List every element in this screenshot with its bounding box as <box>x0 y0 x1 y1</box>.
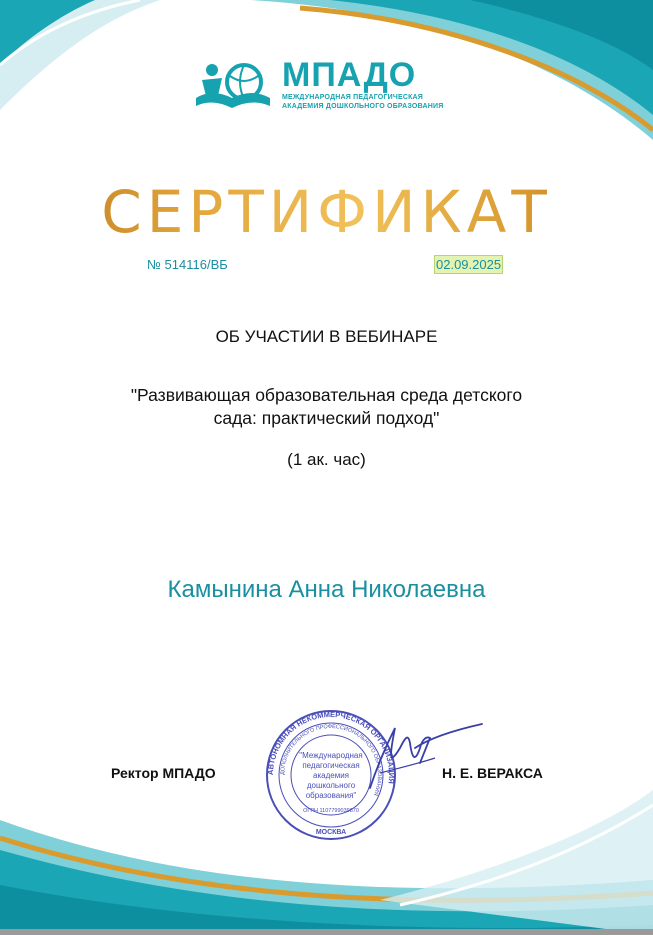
recipient-name: Камынина Анна Николаевна <box>167 576 486 603</box>
academic-hours: (1 ак. час) <box>287 450 366 469</box>
stamp-center-line3: академия <box>313 771 349 780</box>
stamp-center-line5: образования" <box>305 791 357 800</box>
logo-subtitle-line2: АКАДЕМИЯ ДОШКОЛЬНОГО ОБРАЗОВАНИЯ <box>282 103 444 110</box>
rector-position: Ректор МПАДО <box>111 765 216 781</box>
book-globe-icon <box>192 58 274 114</box>
webinar-topic-line1: "Развивающая образовательная среда детского <box>130 385 523 405</box>
certificate-title: СЕРТИФИКАТ <box>0 178 653 246</box>
certificate-number: № 514116/ВБ <box>147 257 228 272</box>
academy-logo <box>192 56 452 116</box>
stamp-city: МОСКВА <box>315 829 347 836</box>
stamp-ogrn: ОГРН 1107799039870 <box>303 808 359 814</box>
webinar-topic <box>80 384 573 430</box>
stamp-center-line2: педагогическая <box>302 761 360 770</box>
logo-subtitle-line1: МЕЖДУНАРОДНАЯ ПЕДАГОГИЧЕСКАЯ <box>282 94 424 101</box>
stamp-center-line1: "Международная <box>299 751 363 760</box>
certificate-date: 02.09.2025 <box>436 257 502 272</box>
certificate-subtitle: ОБ УЧАСТИИ В ВЕБИНАРЕ <box>215 327 438 346</box>
stamp-inner-ring: ДОПОЛНИТЕЛЬНОГО ПРОФЕССИОНАЛЬНОГО ОБРАЗОВАНИЯ <box>279 723 383 797</box>
webinar-topic-line2: сада: практический подход" <box>213 408 440 428</box>
stamp-center-line4: дошкольного <box>306 781 356 790</box>
stamp-outer-ring: АВТОНОМНАЯ НЕКОММЕРЧЕСКАЯ ОРГАНИЗАЦИЯ <box>265 709 397 785</box>
handwritten-signature <box>360 718 490 798</box>
logo-title: МПАДО <box>282 56 417 94</box>
signer-name: Н. Е. ВЕРАКСА <box>442 765 543 781</box>
